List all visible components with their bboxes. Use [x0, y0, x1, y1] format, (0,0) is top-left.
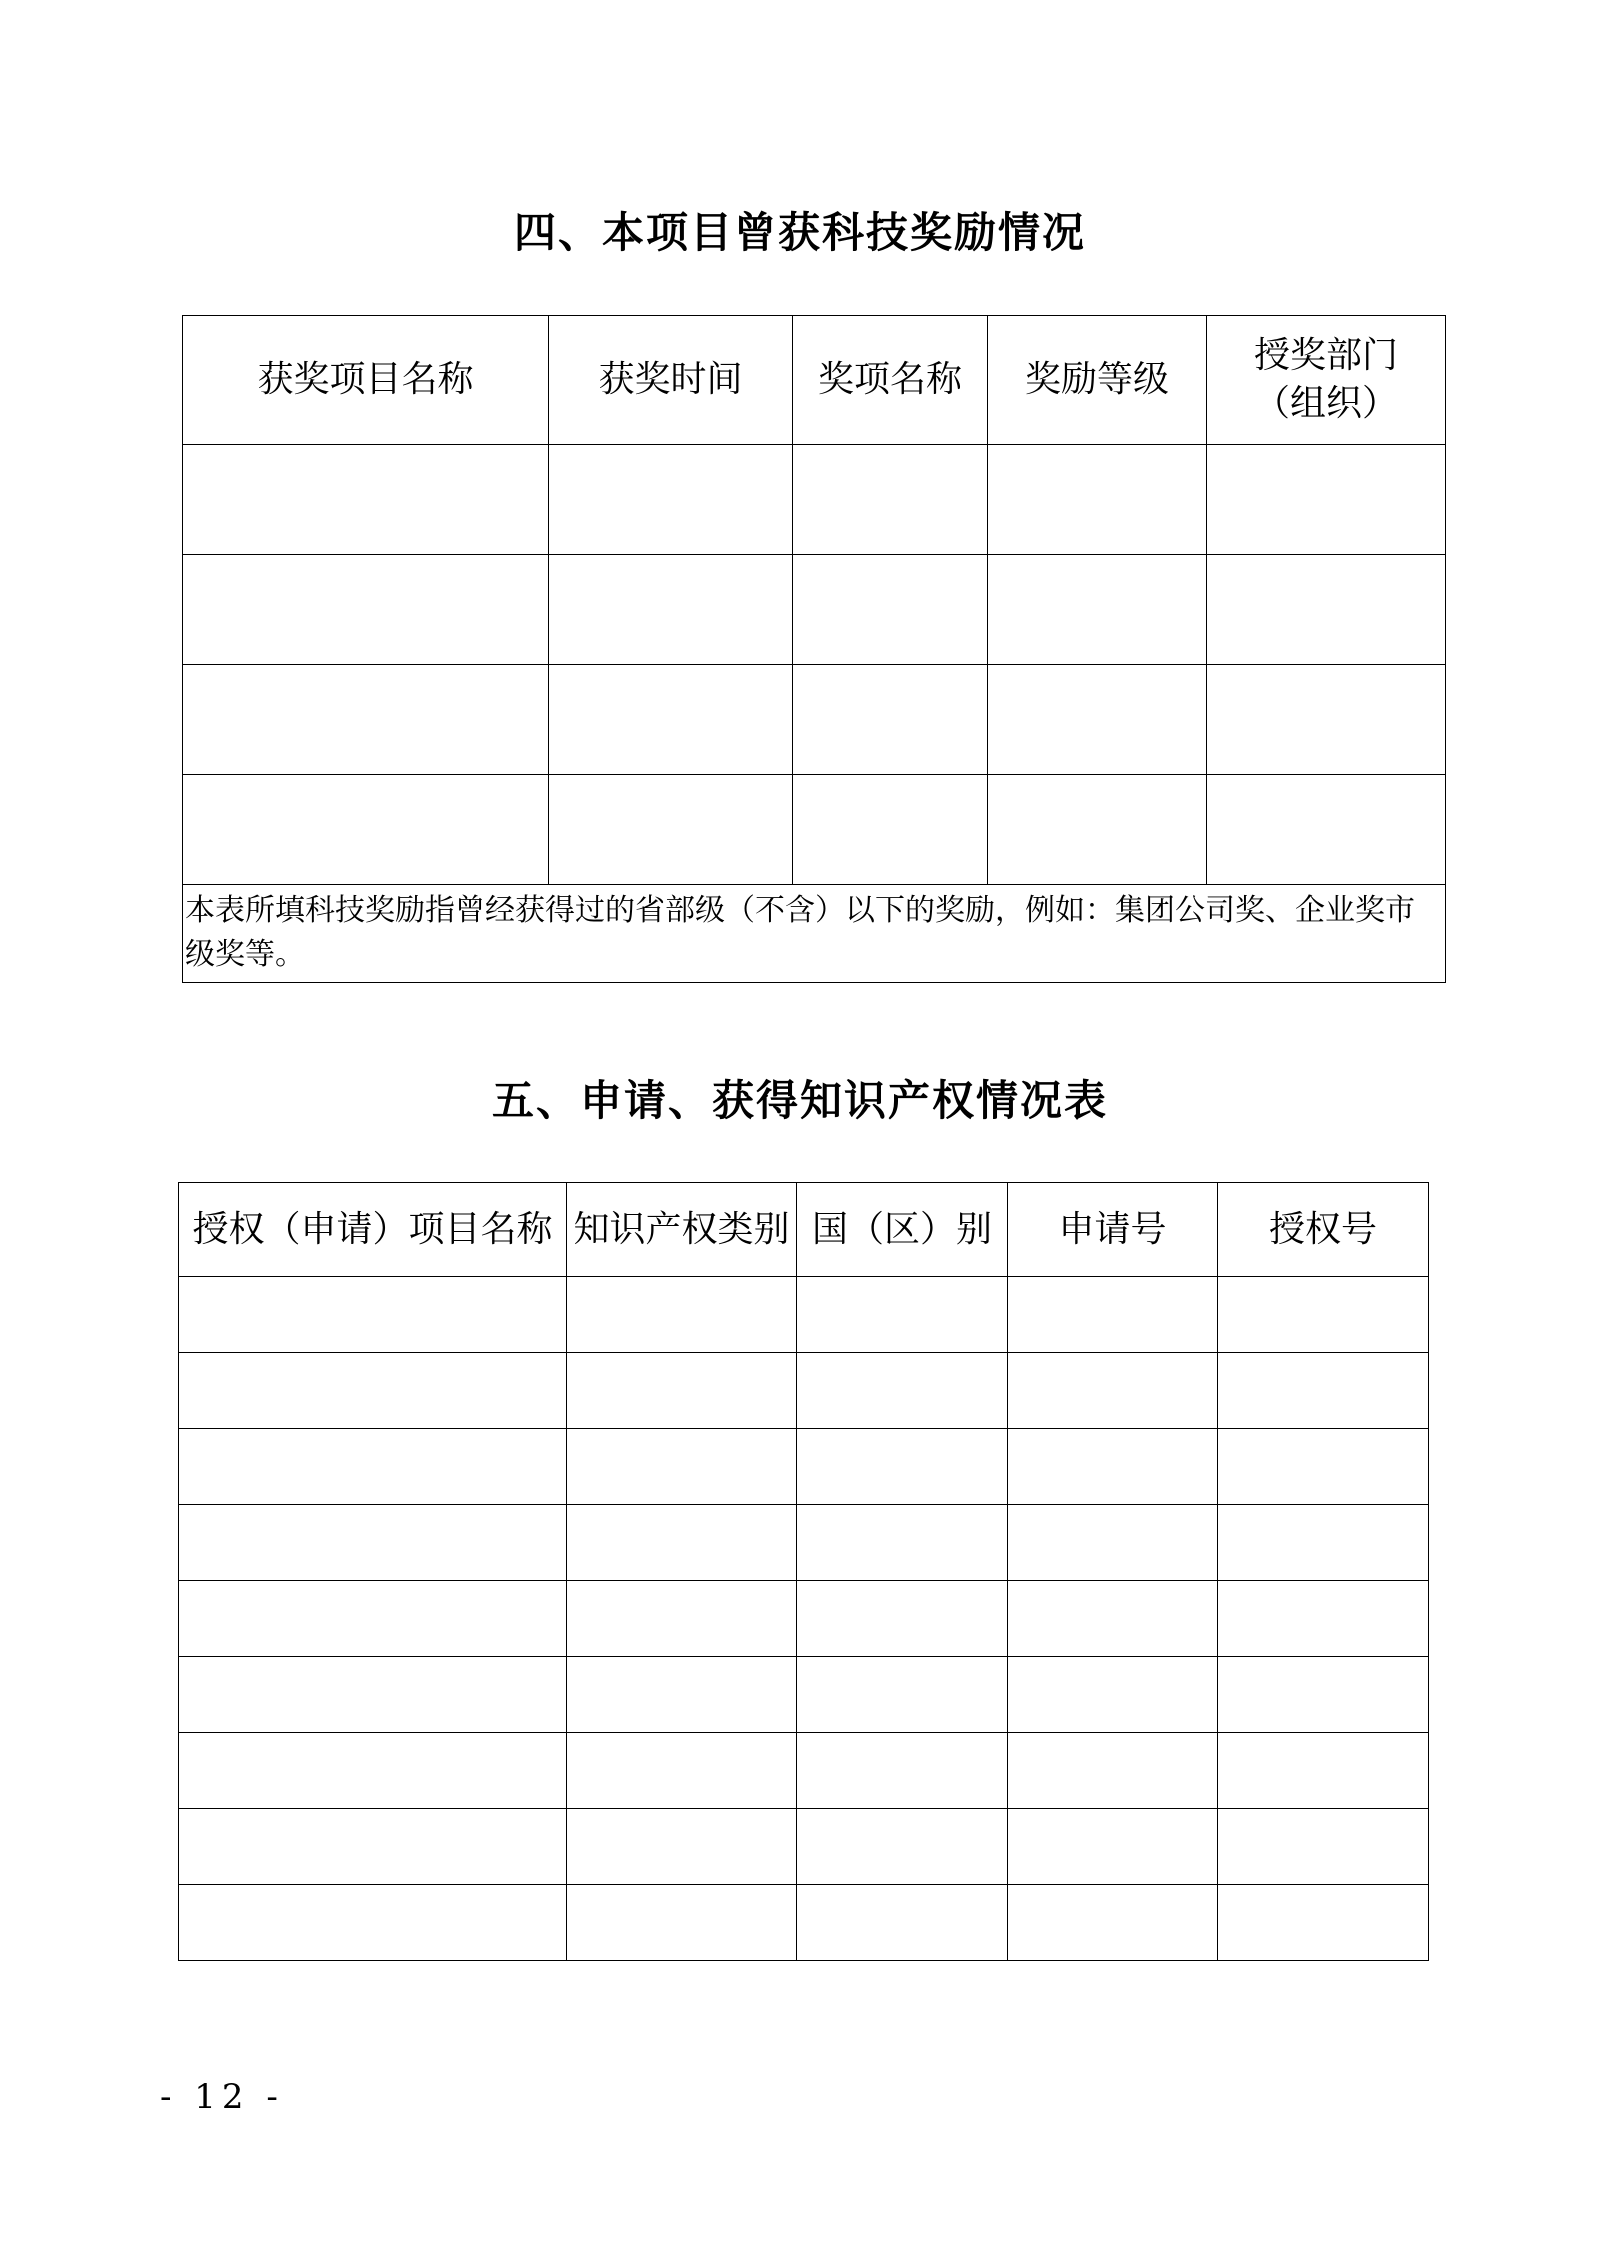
table-cell[interactable]	[793, 445, 988, 555]
table-cell[interactable]	[567, 1809, 797, 1885]
table-cell[interactable]	[1008, 1885, 1218, 1961]
table-cell[interactable]	[1207, 445, 1446, 555]
table-cell[interactable]	[183, 555, 549, 665]
table-cell[interactable]	[549, 775, 793, 885]
table-cell[interactable]	[1218, 1429, 1429, 1505]
table-cell[interactable]	[183, 445, 549, 555]
header-award-time: 获奖时间	[549, 316, 793, 445]
table-row	[183, 445, 1446, 555]
table-cell[interactable]	[549, 665, 793, 775]
table-cell[interactable]	[988, 445, 1207, 555]
table-cell[interactable]	[179, 1733, 567, 1809]
table-cell[interactable]	[793, 555, 988, 665]
table-row	[183, 775, 1446, 885]
table-cell[interactable]	[1218, 1505, 1429, 1581]
table-cell[interactable]	[179, 1353, 567, 1429]
awards-section-title: 四、本项目曾获科技奖励情况	[513, 208, 1086, 257]
table-row	[179, 1809, 1429, 1885]
table-cell[interactable]	[567, 1885, 797, 1961]
table-cell[interactable]	[567, 1277, 797, 1353]
table-cell[interactable]	[1218, 1657, 1429, 1733]
table-cell[interactable]	[988, 555, 1207, 665]
table-row	[179, 1581, 1429, 1657]
table-cell[interactable]	[797, 1581, 1008, 1657]
header-award-project-name: 获奖项目名称	[183, 316, 549, 445]
table-cell[interactable]	[1008, 1353, 1218, 1429]
table-row	[179, 1277, 1429, 1353]
page-number: - 12 -	[160, 2077, 284, 2117]
ip-section-title: 五、申请、获得知识产权情况表	[491, 1076, 1108, 1125]
table-cell[interactable]	[567, 1733, 797, 1809]
table-cell[interactable]	[797, 1657, 1008, 1733]
table-row	[179, 1505, 1429, 1581]
awarding-organization-label: （组织）	[1253, 383, 1398, 424]
table-cell[interactable]	[567, 1657, 797, 1733]
table-cell[interactable]	[567, 1353, 797, 1429]
table-cell[interactable]	[1008, 1657, 1218, 1733]
table-cell[interactable]	[1207, 555, 1446, 665]
table-cell[interactable]	[1218, 1733, 1429, 1809]
table-row	[179, 1885, 1429, 1961]
table-cell[interactable]	[797, 1277, 1008, 1353]
table-cell[interactable]	[183, 775, 549, 885]
table-cell[interactable]	[1218, 1885, 1429, 1961]
table-row	[179, 1657, 1429, 1733]
table-cell[interactable]	[1218, 1809, 1429, 1885]
table-cell[interactable]	[797, 1505, 1008, 1581]
ip-header-row	[179, 1183, 1429, 1277]
table-cell[interactable]	[797, 1809, 1008, 1885]
table-row	[179, 1429, 1429, 1505]
table-cell[interactable]	[1008, 1277, 1218, 1353]
table-cell[interactable]	[179, 1657, 567, 1733]
awards-header-row	[183, 316, 1446, 445]
header-awarding-department	[1207, 316, 1446, 445]
table-cell[interactable]	[567, 1429, 797, 1505]
header-country-region: 国（区）别	[797, 1183, 1008, 1277]
table-cell[interactable]	[793, 665, 988, 775]
table-cell[interactable]	[1008, 1809, 1218, 1885]
header-application-number: 申请号	[1008, 1183, 1218, 1277]
table-cell[interactable]	[797, 1429, 1008, 1505]
table-cell[interactable]	[1218, 1353, 1429, 1429]
header-grant-number: 授权号	[1218, 1183, 1429, 1277]
table-cell[interactable]	[1207, 665, 1446, 775]
table-cell[interactable]	[797, 1353, 1008, 1429]
table-cell[interactable]	[797, 1733, 1008, 1809]
table-cell[interactable]	[183, 665, 549, 775]
table-row	[183, 665, 1446, 775]
table-cell[interactable]	[179, 1429, 567, 1505]
awards-table	[182, 315, 1446, 983]
table-cell[interactable]	[549, 445, 793, 555]
table-cell[interactable]	[1008, 1505, 1218, 1581]
table-row	[179, 1353, 1429, 1429]
table-cell[interactable]	[988, 665, 1207, 775]
table-cell[interactable]	[567, 1581, 797, 1657]
table-cell[interactable]	[1218, 1277, 1429, 1353]
header-ip-project-name: 授权（申请）项目名称	[179, 1183, 567, 1277]
header-ip-category: 知识产权类别	[567, 1183, 797, 1277]
table-cell[interactable]	[179, 1505, 567, 1581]
awarding-department-label: 授奖部门	[1253, 335, 1398, 376]
table-row	[179, 1733, 1429, 1809]
ip-table	[178, 1182, 1429, 1961]
table-cell[interactable]	[1207, 775, 1446, 885]
awards-note: 本表所填科技奖励指曾经获得过的省部级（不含）以下的奖励，例如：集团公司奖、企业奖市级奖等。	[183, 885, 1446, 983]
table-cell[interactable]	[1008, 1581, 1218, 1657]
table-cell[interactable]	[179, 1885, 567, 1961]
header-award-level: 奖励等级	[988, 316, 1207, 445]
awards-note-row	[183, 885, 1446, 983]
table-cell[interactable]	[793, 775, 988, 885]
table-cell[interactable]	[1218, 1581, 1429, 1657]
table-cell[interactable]	[567, 1505, 797, 1581]
table-cell[interactable]	[988, 775, 1207, 885]
table-cell[interactable]	[549, 555, 793, 665]
table-cell[interactable]	[1008, 1733, 1218, 1809]
table-cell[interactable]	[179, 1809, 567, 1885]
table-cell[interactable]	[179, 1277, 567, 1353]
table-cell[interactable]	[179, 1581, 567, 1657]
table-cell[interactable]	[1008, 1429, 1218, 1505]
table-row	[183, 555, 1446, 665]
header-award-name: 奖项名称	[793, 316, 988, 445]
table-cell[interactable]	[797, 1885, 1008, 1961]
